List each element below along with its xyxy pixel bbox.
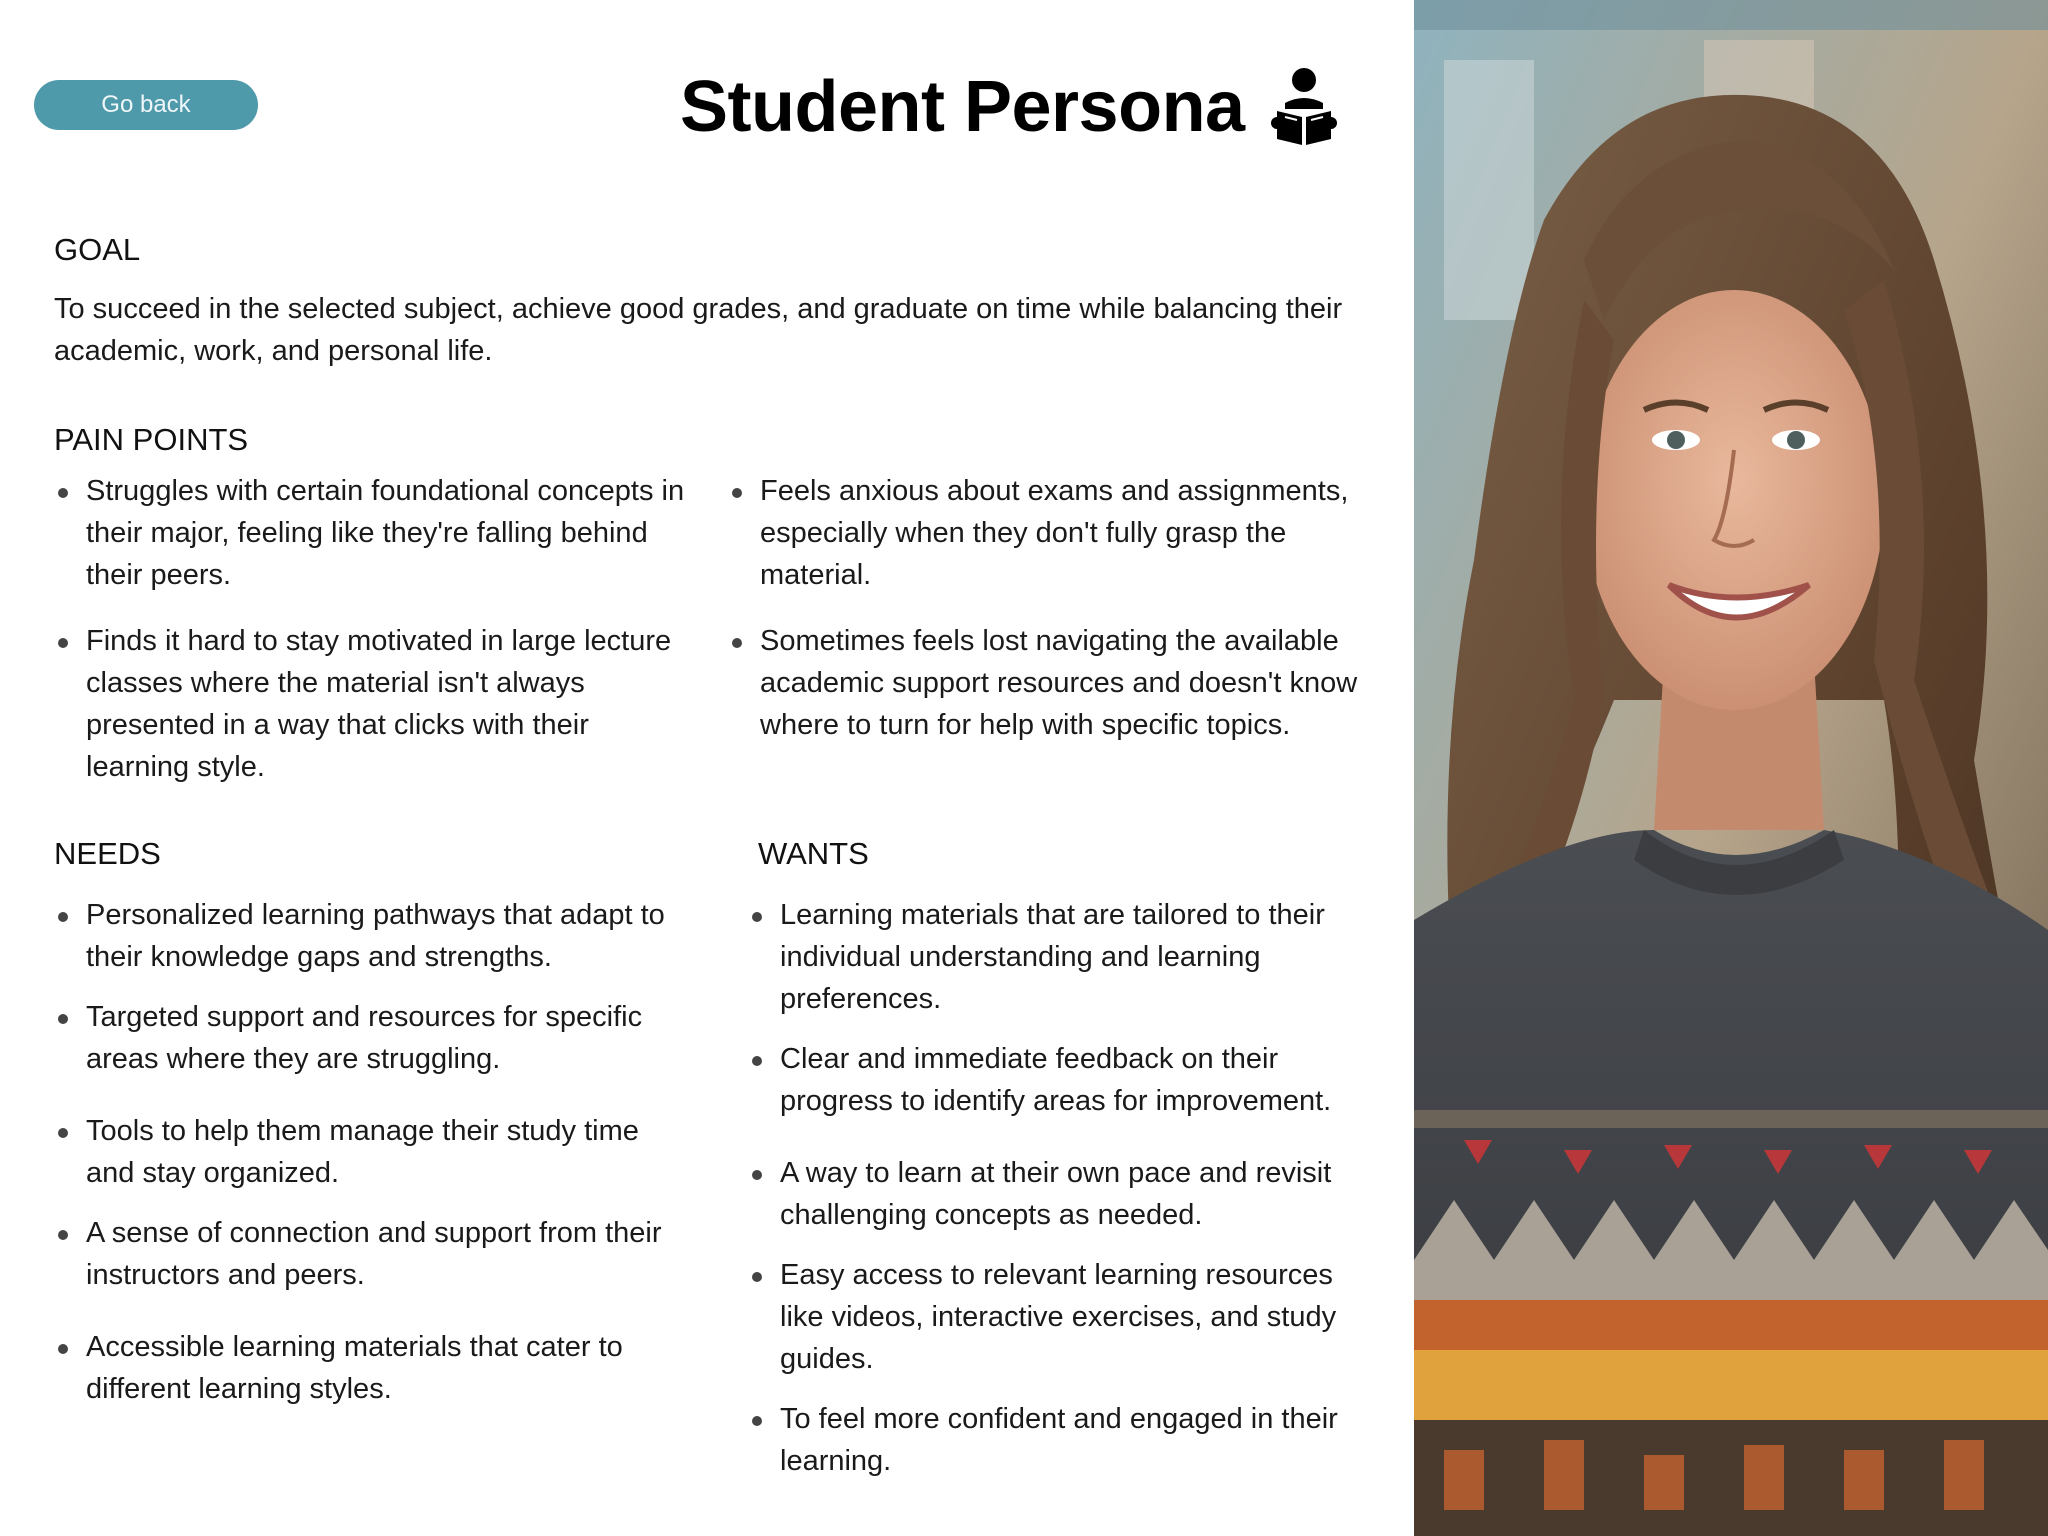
bullet-icon [58, 912, 68, 922]
list-item-text: Easy access to relevant learning resources like videos, interactive exercises, and study guides. [780, 1259, 1337, 1375]
wants-list [748, 894, 1368, 1482]
list-item-text: A way to learn at their own pace and revisit challenging concepts as needed. [780, 1157, 1332, 1231]
list-item-text: Feels anxious about exams and assignments, especially when they don't fully grasp the material. [760, 475, 1349, 591]
bullet-icon [752, 1056, 762, 1066]
list-item-text: Clear and immediate feedback on their progress to identify areas for improvement. [780, 1043, 1332, 1117]
bullet-icon [58, 1014, 68, 1024]
list-item [748, 1254, 1368, 1380]
list-item-text: Struggles with certain foundational concepts in their major, feeling like they're falling behind their peers. [86, 475, 685, 591]
list-item-text: Tools to help them manage their study time and stay organized. [86, 1115, 639, 1189]
list-item [54, 470, 694, 596]
needs-list [54, 894, 694, 1410]
bullet-icon [58, 1230, 68, 1240]
persona-photo [1414, 0, 2048, 1536]
pain-points-left-list [54, 470, 694, 788]
pain-points-right-list [728, 470, 1368, 746]
bullet-icon [58, 1344, 68, 1354]
bullet-icon [58, 638, 68, 648]
list-item [728, 470, 1368, 596]
bullet-icon [58, 488, 68, 498]
list-item [54, 996, 694, 1080]
reading-person-icon [1271, 67, 1337, 147]
list-item-text: Accessible learning materials that cater to different learning styles. [86, 1331, 623, 1405]
bullet-icon [732, 638, 742, 648]
list-item-text: Learning materials that are tailored to their individual understanding and learning preferences. [780, 899, 1325, 1015]
list-item-text: Finds it hard to stay motivated in large lecture classes where the material isn't always presented in a way that clicks with their learning style. [86, 625, 672, 783]
bullet-icon [58, 1128, 68, 1138]
goal-heading: GOAL [54, 232, 141, 267]
bullet-icon [752, 1170, 762, 1180]
pain-points-heading: PAIN POINTS [54, 422, 249, 457]
bullet-icon [752, 1416, 762, 1426]
list-item-text: Sometimes feels lost navigating the available academic support resources and doesn't know where to turn for help with specific topics. [760, 625, 1358, 741]
bullet-icon [732, 488, 742, 498]
bullet-icon [752, 912, 762, 922]
list-item [54, 1110, 694, 1194]
page-title: Student Persona [680, 67, 1245, 147]
needs-heading: NEEDS [54, 836, 161, 871]
list-item [748, 894, 1368, 1020]
title-row [680, 62, 1337, 152]
list-item-text: A sense of connection and support from their instructors and peers. [86, 1217, 662, 1291]
list-item [54, 620, 694, 788]
list-item-text: To feel more confident and engaged in their learning. [780, 1403, 1338, 1477]
list-item [748, 1038, 1368, 1122]
goal-text: To succeed in the selected subject, achieve good grades, and graduate on time while balancing their academic, work, and personal life. [54, 293, 1343, 367]
persona-photo-illustration [1414, 0, 2048, 1536]
list-item [748, 1152, 1368, 1236]
wants-heading: WANTS [758, 836, 869, 871]
list-item-text: Targeted support and resources for specific areas where they are struggling. [86, 1001, 643, 1075]
list-item [54, 1326, 694, 1410]
list-item [54, 1212, 694, 1296]
list-item [728, 620, 1368, 746]
list-item [748, 1398, 1368, 1482]
bullet-icon [752, 1272, 762, 1282]
go-back-button[interactable]: Go back [34, 80, 258, 130]
list-item [54, 894, 694, 978]
list-item-text: Personalized learning pathways that adapt to their knowledge gaps and strengths. [86, 899, 665, 973]
